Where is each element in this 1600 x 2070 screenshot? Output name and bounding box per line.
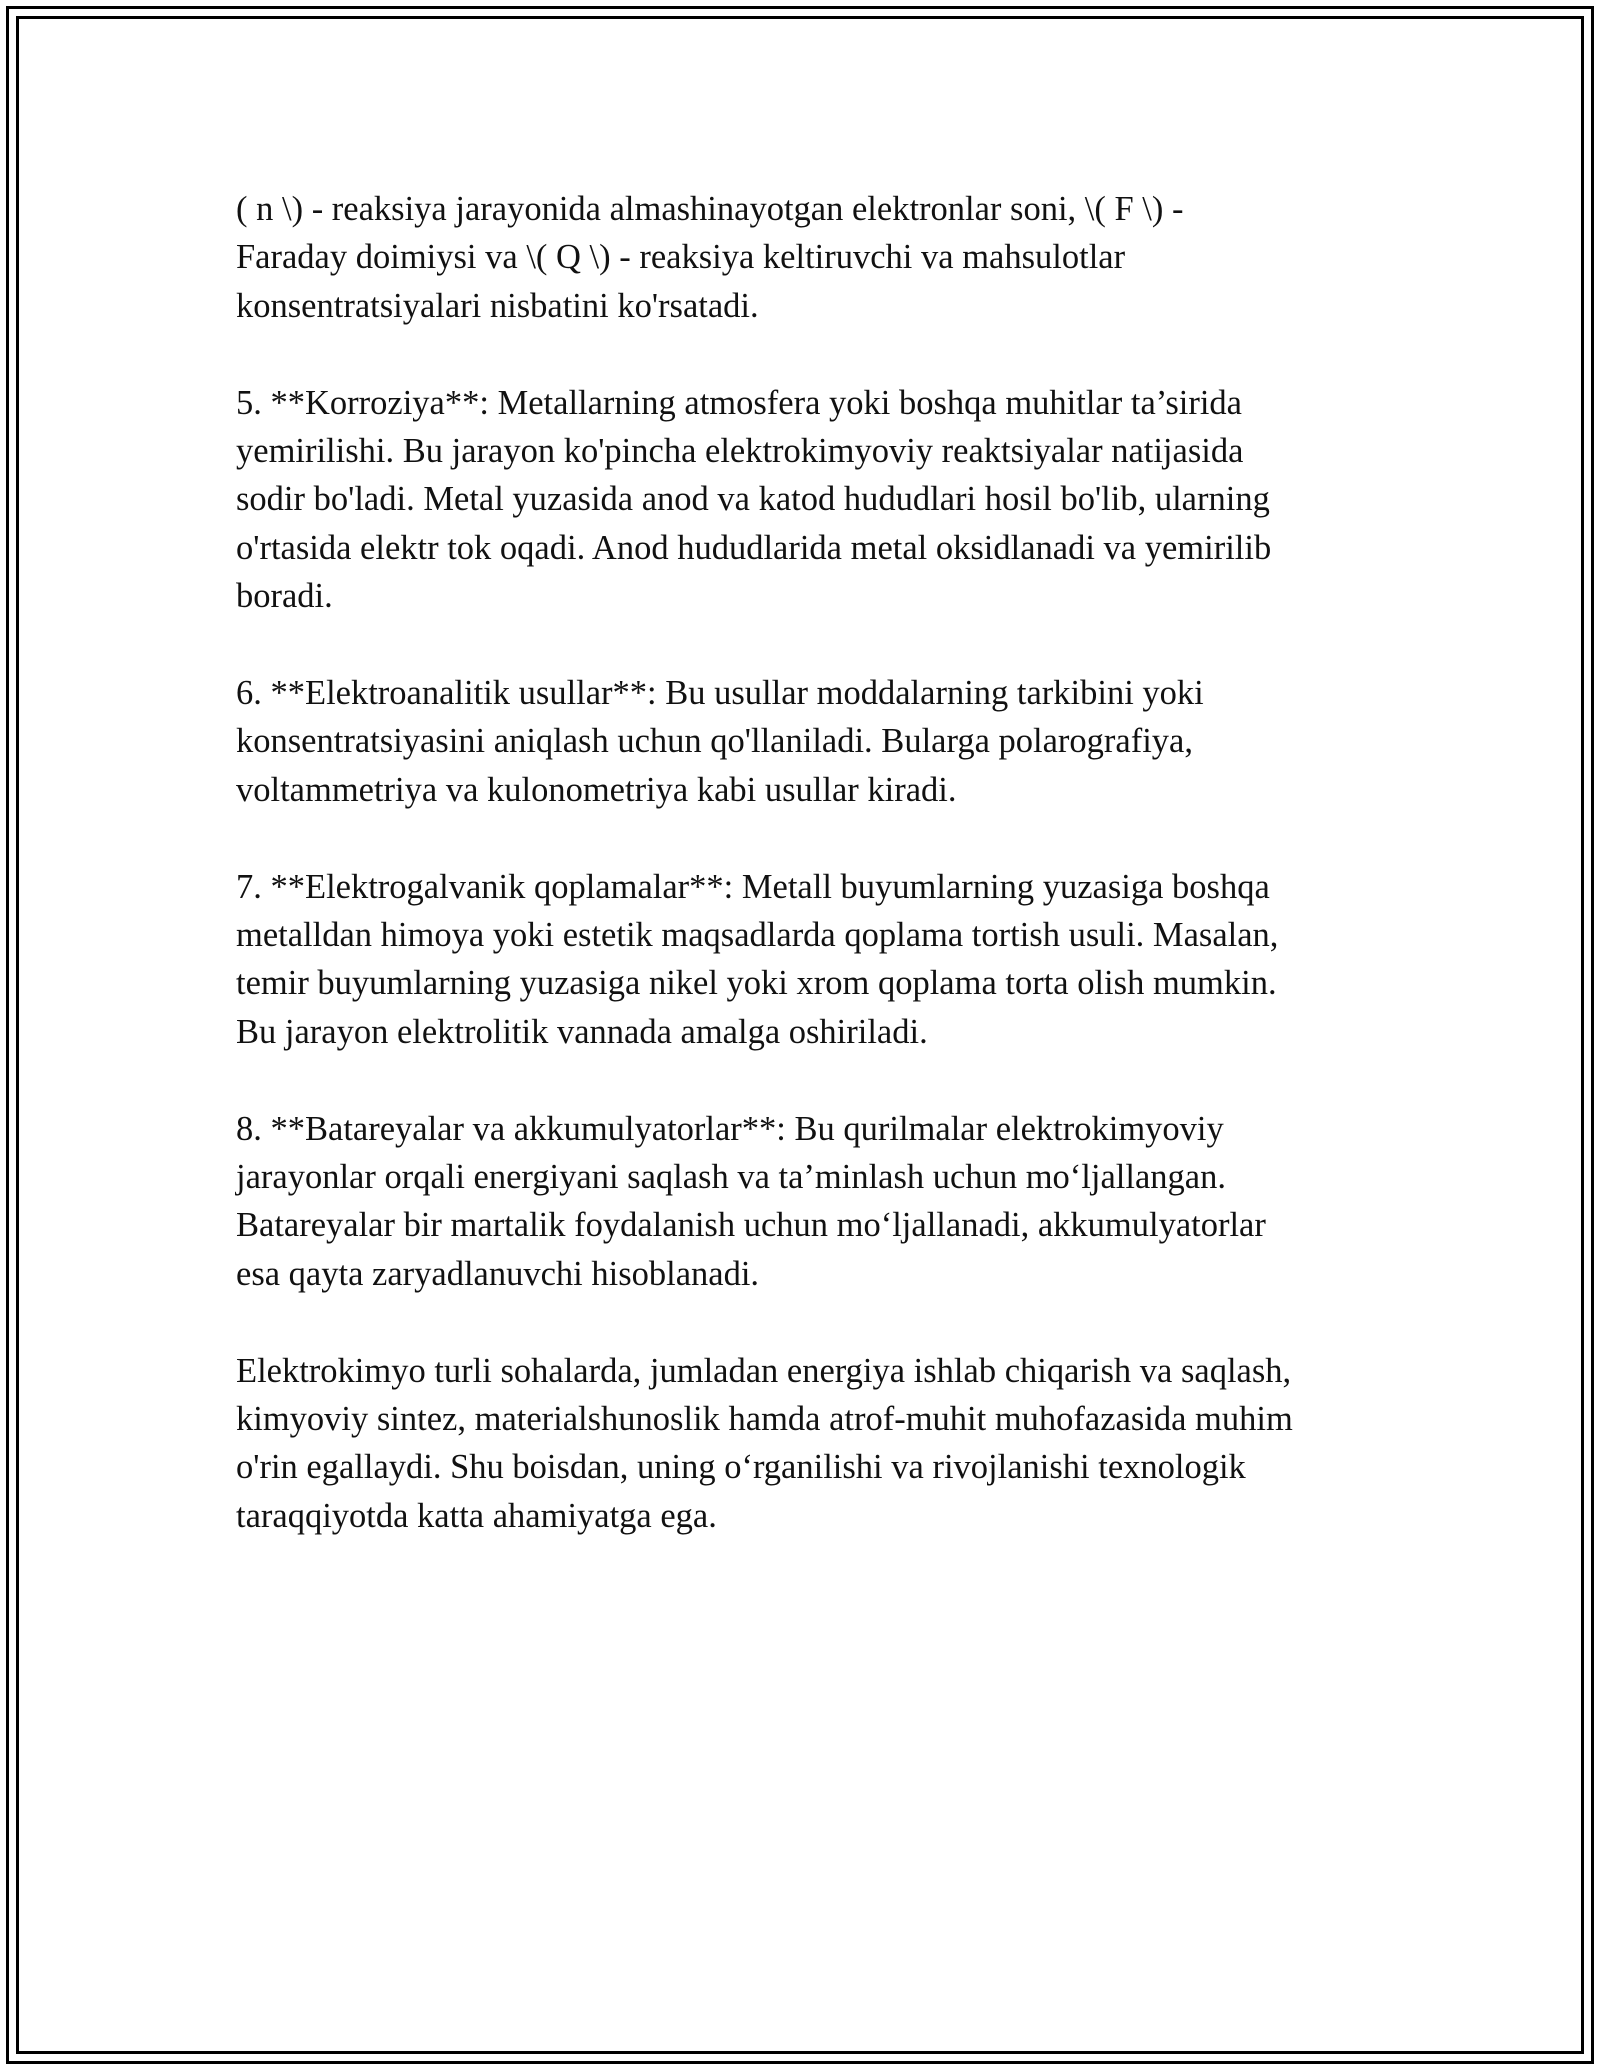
- document-body: [236, 185, 1366, 1589]
- paragraph-batareyalar: 8. **Batareyalar va akkumulyatorlar**: Bu qurilmalar elektrokimyoviy jarayonlar orqali energiyani saqlash va ta’minlash uchun mo‘ljallangan. Batareyalar bir martalik foydalanish uchun mo‘ljallanadi, akkumulyatorlar esa qayta zaryadlanuvchi hisoblanadi.: [236, 1109, 1266, 1293]
- paragraph-elektroanalitik-usullar: 6. **Elektroanalitik usullar**: Bu usullar moddalarning tarkibini yoki konsentratsiyasini aniqlash uchun qo'llaniladi. Bularga polarografiya, voltammetriya va kulonometriya kabi usullar kiradi.: [236, 674, 1204, 809]
- paragraph-nernst-variables: ( n \) - reaksiya jarayonida almashinayotgan elektronlar soni, \( F \) - Faraday doimiysi va \( Q \) - reaksiya keltiruvchi va mahsulotlar konsentratsiyalari nisbatini ko'rsatadi.: [236, 190, 1184, 325]
- paragraph-conclusion: Elektrokimyo turli sohalarda, jumladan energiya ishlab chiqarish va saqlash, kimyoviy sintez, materialshunoslik hamda atrof-muhit muhofazasida muhim o'rin egallaydi. Shu boisdan, uning o‘rganilishi va rivojlanishi texnologik taraqqiyotda katta ahamiyatga ega.: [236, 1351, 1293, 1535]
- paragraph-korroziya: 5. **Korroziya**: Metallarning atmosfera yoki boshqa muhitlar ta’sirida yemirilishi. Bu jarayon ko'pincha elektrokimyoviy reaktsiyalar natijasida sodir bo'ladi. Metal yuzasida anod va katod hududlari hosil bo'lib, ularning o'rtasida elektr tok oqadi. Anod hududlarida metal oksidlanadi va yemirilib boradi.: [236, 383, 1272, 616]
- paragraph-elektrogalvanik-qoplamalar: 7. **Elektrogalvanik qoplamalar**: Metall buyumlarning yuzasiga boshqa metalldan himoya yoki estetik maqsadlarda qoplama tortish usuli. Masalan, temir buyumlarning yuzasiga nikel yoki xrom qoplama torta olish mumkin. Bu jarayon elektrolitik vannada amalga oshiriladi.: [236, 867, 1279, 1051]
